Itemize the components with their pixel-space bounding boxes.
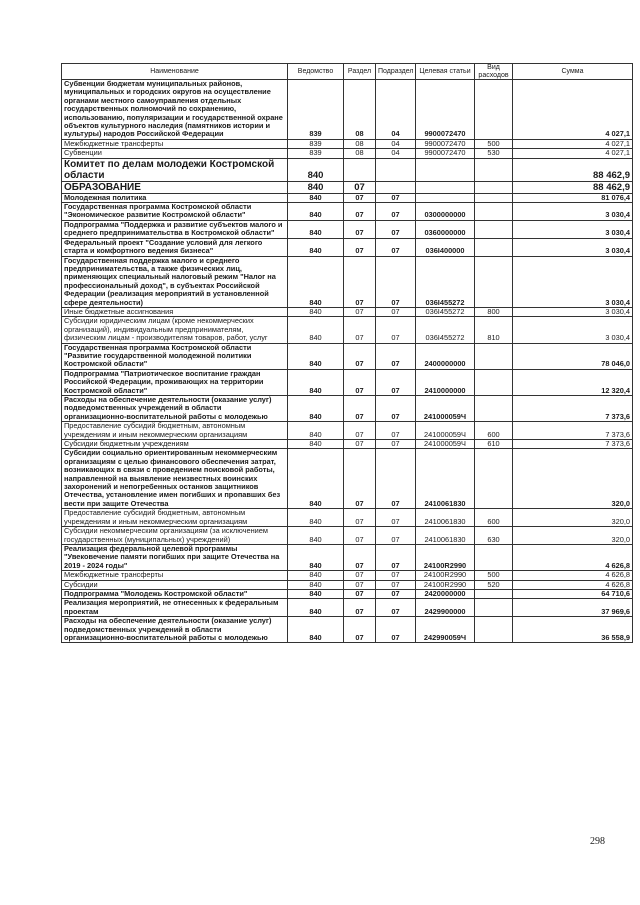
cell-subsection: 07	[376, 369, 416, 395]
cell-sum: 4 626,8	[513, 580, 633, 589]
table-row	[62, 422, 633, 440]
cell-target: 24100R2990	[416, 571, 475, 580]
table-row	[62, 181, 633, 193]
cell-kind: 600	[475, 509, 513, 527]
cell-name: Реализация федеральной целевой программы "Увековечение памяти погибших при защите Отечества на 2019 - 2024 годы"	[62, 544, 288, 570]
cell-section: 07	[344, 193, 376, 202]
cell-name: Молодежная политика	[62, 193, 288, 202]
cell-subsection: 07	[376, 317, 416, 343]
cell-subsection: 07	[376, 580, 416, 589]
cell-target	[416, 181, 475, 193]
cell-target: 241000059Ч	[416, 422, 475, 440]
cell-sum: 81 076,4	[513, 193, 633, 202]
header-dept: Ведомство	[288, 64, 344, 80]
table-row	[62, 149, 633, 158]
cell-subsection: 07	[376, 396, 416, 422]
cell-dept: 840	[288, 343, 344, 369]
cell-dept: 840	[288, 396, 344, 422]
cell-name: Государственная программа Костромской области "Экономическое развитие Костромской области"	[62, 203, 288, 221]
cell-sum: 3 030,4	[513, 307, 633, 316]
cell-kind	[475, 256, 513, 307]
cell-target: 24100R2990	[416, 580, 475, 589]
cell-subsection: 07	[376, 440, 416, 449]
cell-subsection: 07	[376, 589, 416, 598]
cell-section: 08	[344, 149, 376, 158]
cell-sum: 3 030,4	[513, 203, 633, 221]
cell-kind	[475, 449, 513, 509]
cell-sum: 36 558,9	[513, 617, 633, 643]
cell-target: 2420000000	[416, 589, 475, 598]
cell-dept: 840	[288, 256, 344, 307]
cell-dept: 840	[288, 589, 344, 598]
cell-kind: 810	[475, 317, 513, 343]
budget-table	[61, 63, 633, 643]
cell-subsection: 07	[376, 599, 416, 617]
cell-subsection: 07	[376, 527, 416, 545]
cell-dept: 840	[288, 422, 344, 440]
cell-name: Субвенции бюджетам муниципальных районов, муниципальных и городских округов на осуществление органами местного самоуправления отдельных государственных полномочий по сохранению, использованию, популяризации и государственной охране объектов культурного наследия (памятников истории и культуры) народов Российской Федерации	[62, 80, 288, 140]
cell-section: 07	[344, 422, 376, 440]
table-header-row	[62, 64, 633, 80]
cell-subsection: 04	[376, 149, 416, 158]
cell-target: 2429900000	[416, 599, 475, 617]
cell-dept: 840	[288, 203, 344, 221]
cell-kind	[475, 220, 513, 238]
table-row	[62, 139, 633, 148]
cell-section: 07	[344, 599, 376, 617]
table-row	[62, 256, 633, 307]
table-row	[62, 317, 633, 343]
cell-section: 07	[344, 571, 376, 580]
cell-dept: 840	[288, 181, 344, 193]
cell-sum: 37 969,6	[513, 599, 633, 617]
cell-name: Субсидии бюджетным учреждениям	[62, 440, 288, 449]
cell-subsection: 07	[376, 220, 416, 238]
table-row	[62, 589, 633, 598]
cell-name: Федеральный проект "Создание условий для легкого старта и комфортного ведения бизнеса"	[62, 238, 288, 256]
cell-kind	[475, 396, 513, 422]
cell-subsection: 04	[376, 139, 416, 148]
cell-kind	[475, 203, 513, 221]
cell-kind	[475, 238, 513, 256]
table-row	[62, 80, 633, 140]
cell-name: ОБРАЗОВАНИЕ	[62, 181, 288, 193]
cell-dept: 840	[288, 449, 344, 509]
cell-target: 9900072470	[416, 149, 475, 158]
cell-dept: 840	[288, 440, 344, 449]
cell-section: 07	[344, 440, 376, 449]
cell-subsection: 07	[376, 307, 416, 316]
cell-target: 242990059Ч	[416, 617, 475, 643]
cell-subsection: 07	[376, 193, 416, 202]
cell-sum: 3 030,4	[513, 317, 633, 343]
cell-target: 2410061830	[416, 449, 475, 509]
cell-name: Подпрограмма "Патриотическое воспитание граждан Российской Федерации, проживающих на территории Костромской области"	[62, 369, 288, 395]
cell-sum: 4 027,1	[513, 149, 633, 158]
cell-dept: 840	[288, 193, 344, 202]
cell-section: 07	[344, 396, 376, 422]
cell-kind	[475, 158, 513, 181]
cell-dept: 840	[288, 544, 344, 570]
cell-sum: 4 626,8	[513, 571, 633, 580]
cell-name: Субсидии юридическим лицам (кроме некоммерческих организаций), индивидуальным предпринимателям, физическим лицам - производителям товаров, работ, услуг	[62, 317, 288, 343]
cell-subsection: 07	[376, 617, 416, 643]
cell-sum: 7 373,6	[513, 440, 633, 449]
cell-section: 08	[344, 80, 376, 140]
cell-kind: 500	[475, 139, 513, 148]
cell-section: 07	[344, 580, 376, 589]
cell-target: 2400000000	[416, 343, 475, 369]
table-row	[62, 220, 633, 238]
cell-name: Субсидии некоммерческим организациям (за исключением государственных (муниципальных) учреждений)	[62, 527, 288, 545]
cell-section: 07	[344, 343, 376, 369]
cell-kind	[475, 617, 513, 643]
cell-name: Субсидии	[62, 580, 288, 589]
cell-subsection: 07	[376, 509, 416, 527]
cell-kind: 500	[475, 571, 513, 580]
page-number: 298	[590, 836, 605, 847]
cell-subsection: 04	[376, 80, 416, 140]
cell-section: 07	[344, 509, 376, 527]
cell-sum: 3 030,4	[513, 238, 633, 256]
cell-subsection: 07	[376, 571, 416, 580]
table-row	[62, 307, 633, 316]
table-row	[62, 599, 633, 617]
cell-name: Субвенции	[62, 149, 288, 158]
cell-kind: 630	[475, 527, 513, 545]
cell-kind	[475, 80, 513, 140]
cell-target: 036I455272	[416, 317, 475, 343]
cell-section: 07	[344, 544, 376, 570]
cell-kind	[475, 589, 513, 598]
cell-dept: 840	[288, 571, 344, 580]
cell-dept: 840	[288, 580, 344, 589]
cell-name: Государственная программа Костромской области "Развитие государственной молодежной политики Костромской области"	[62, 343, 288, 369]
table-row	[62, 449, 633, 509]
cell-target: 24100R2990	[416, 544, 475, 570]
cell-section: 07	[344, 317, 376, 343]
table-row	[62, 571, 633, 580]
cell-name: Подпрограмма "Молодежь Костромской области"	[62, 589, 288, 598]
table-row	[62, 509, 633, 527]
cell-kind	[475, 181, 513, 193]
cell-target: 9900072470	[416, 139, 475, 148]
cell-section: 08	[344, 139, 376, 148]
cell-target: 036I455272	[416, 256, 475, 307]
cell-target: 241000059Ч	[416, 396, 475, 422]
table-row	[62, 343, 633, 369]
cell-sum: 88 462,9	[513, 158, 633, 181]
cell-sum: 88 462,9	[513, 181, 633, 193]
cell-dept: 840	[288, 158, 344, 181]
table-row	[62, 369, 633, 395]
header-section: Раздел	[344, 64, 376, 80]
cell-section: 07	[344, 181, 376, 193]
cell-sum: 4 027,1	[513, 80, 633, 140]
cell-section: 07	[344, 307, 376, 316]
cell-subsection: 07	[376, 544, 416, 570]
cell-sum: 64 710,6	[513, 589, 633, 598]
cell-subsection	[376, 181, 416, 193]
cell-target: 2410061830	[416, 527, 475, 545]
cell-target: 241000059Ч	[416, 440, 475, 449]
header-kind: Вид расходов	[475, 64, 513, 80]
cell-sum: 12 320,4	[513, 369, 633, 395]
cell-dept: 839	[288, 80, 344, 140]
cell-subsection: 07	[376, 256, 416, 307]
cell-kind	[475, 343, 513, 369]
cell-subsection: 07	[376, 449, 416, 509]
cell-kind	[475, 544, 513, 570]
cell-target: 0360000000	[416, 220, 475, 238]
table-row	[62, 193, 633, 202]
cell-dept: 840	[288, 617, 344, 643]
cell-name: Иные бюджетные ассигнования	[62, 307, 288, 316]
cell-target	[416, 158, 475, 181]
cell-name: Субсидии социально ориентированным некоммерческим организациям с целью финансового обеспечения затрат, возникающих в связи с проведением поисковой работы, направленной на выявление неизвестных воинских захоронений и непогребенных останков защитников Отечества, установление имен погибших и пропавших без вести при защите Отечества	[62, 449, 288, 509]
table-row	[62, 440, 633, 449]
cell-name: Реализация мероприятий, не отнесенных к федеральным проектам	[62, 599, 288, 617]
cell-sum: 320,0	[513, 449, 633, 509]
header-name: Наименование	[62, 64, 288, 80]
cell-kind: 530	[475, 149, 513, 158]
cell-subsection	[376, 158, 416, 181]
header-subsection: Подраздел	[376, 64, 416, 80]
cell-dept: 840	[288, 317, 344, 343]
cell-sum: 4 626,8	[513, 544, 633, 570]
cell-kind: 800	[475, 307, 513, 316]
cell-target: 2410000000	[416, 369, 475, 395]
cell-name: Государственная поддержка малого и среднего предпринимательства, а также физических лиц, применяющих специальный налоговый режим "Налог на профессиональный доход", в субъектах Российской Федерации (реализация мероприятий в установленной сфере деятельности)	[62, 256, 288, 307]
cell-subsection: 07	[376, 343, 416, 369]
cell-name: Межбюджетные трансферты	[62, 571, 288, 580]
cell-sum: 3 030,4	[513, 220, 633, 238]
cell-subsection: 07	[376, 203, 416, 221]
cell-kind: 600	[475, 422, 513, 440]
cell-name: Предоставление субсидий бюджетным, автономным учреждениям и иным некоммерческим организациям	[62, 422, 288, 440]
cell-sum: 7 373,6	[513, 422, 633, 440]
cell-kind: 520	[475, 580, 513, 589]
table-row	[62, 544, 633, 570]
cell-subsection: 07	[376, 238, 416, 256]
cell-sum: 4 027,1	[513, 139, 633, 148]
cell-sum: 320,0	[513, 509, 633, 527]
cell-dept: 839	[288, 149, 344, 158]
cell-dept: 840	[288, 509, 344, 527]
cell-name: Комитет по делам молодежи Костромской области	[62, 158, 288, 181]
cell-section	[344, 158, 376, 181]
table-row	[62, 158, 633, 181]
cell-target: 036I455272	[416, 307, 475, 316]
cell-sum: 3 030,4	[513, 256, 633, 307]
cell-dept: 840	[288, 220, 344, 238]
cell-section: 07	[344, 203, 376, 221]
cell-kind	[475, 193, 513, 202]
cell-kind	[475, 369, 513, 395]
cell-section: 07	[344, 238, 376, 256]
cell-section: 07	[344, 527, 376, 545]
header-target: Целевая статьи	[416, 64, 475, 80]
cell-section: 07	[344, 369, 376, 395]
cell-section: 07	[344, 589, 376, 598]
cell-target: 2410061830	[416, 509, 475, 527]
cell-name: Подпрограмма "Поддержка и развитие субъектов малого и среднего предпринимательства в Костромской области"	[62, 220, 288, 238]
cell-subsection: 07	[376, 422, 416, 440]
cell-target: 0300000000	[416, 203, 475, 221]
cell-dept: 839	[288, 139, 344, 148]
table-row	[62, 617, 633, 643]
header-sum: Сумма	[513, 64, 633, 80]
cell-section: 07	[344, 449, 376, 509]
cell-dept: 840	[288, 527, 344, 545]
cell-name: Расходы на обеспечение деятельности (оказание услуг) подведомственных учреждений в области организационно-воспитательной работы с молодежью	[62, 617, 288, 643]
cell-target: 9900072470	[416, 80, 475, 140]
cell-target: 036I400000	[416, 238, 475, 256]
cell-kind	[475, 599, 513, 617]
table-row	[62, 527, 633, 545]
cell-sum: 320,0	[513, 527, 633, 545]
table-row	[62, 203, 633, 221]
table-row	[62, 580, 633, 589]
table-row	[62, 396, 633, 422]
cell-sum: 78 046,0	[513, 343, 633, 369]
cell-dept: 840	[288, 599, 344, 617]
cell-kind: 610	[475, 440, 513, 449]
cell-section: 07	[344, 256, 376, 307]
cell-section: 07	[344, 220, 376, 238]
cell-name: Расходы на обеспечение деятельности (оказание услуг) подведомственных учреждений в области организационно-воспитательной работы с молодежью	[62, 396, 288, 422]
cell-dept: 840	[288, 307, 344, 316]
cell-dept: 840	[288, 238, 344, 256]
table-row	[62, 238, 633, 256]
cell-name: Межбюджетные трансферты	[62, 139, 288, 148]
cell-target	[416, 193, 475, 202]
cell-name: Предоставление субсидий бюджетным, автономным учреждениям и иным некоммерческим организациям	[62, 509, 288, 527]
cell-dept: 840	[288, 369, 344, 395]
cell-section: 07	[344, 617, 376, 643]
cell-sum: 7 373,6	[513, 396, 633, 422]
